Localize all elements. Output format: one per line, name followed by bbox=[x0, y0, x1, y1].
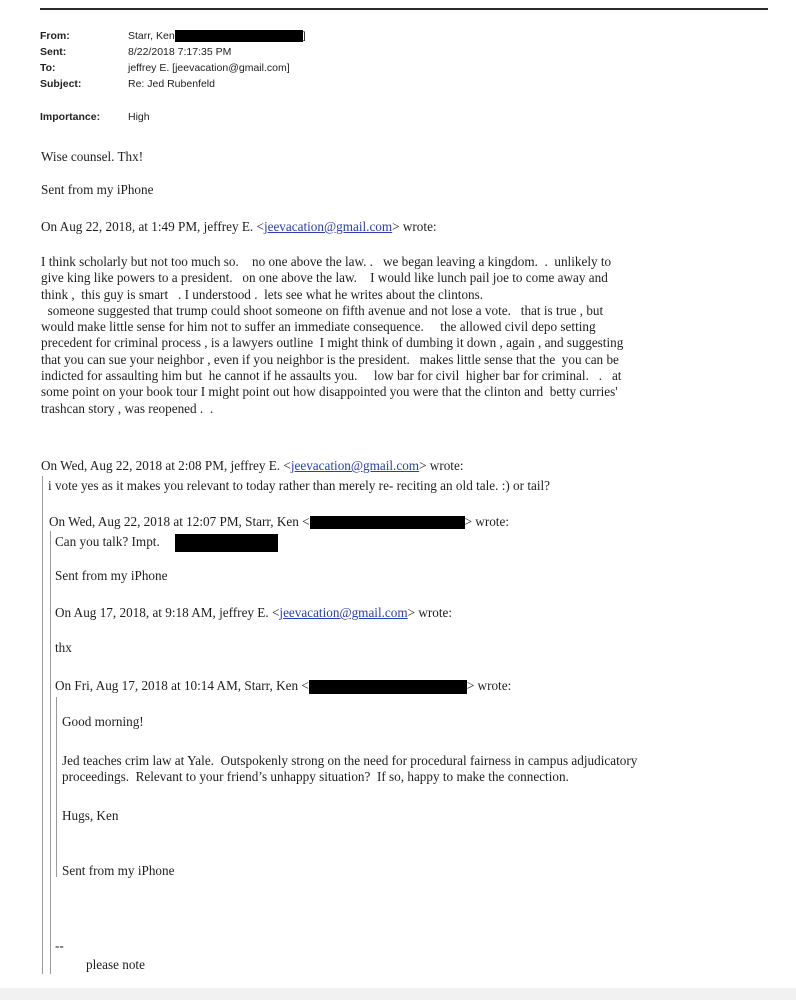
redaction-box bbox=[175, 30, 303, 42]
quote4-body: thx bbox=[55, 640, 72, 655]
email-link[interactable]: jeevacation@gmail.com bbox=[263, 219, 393, 234]
email-link[interactable]: jeevacation@gmail.com bbox=[279, 605, 408, 620]
message-signature: Sent from my iPhone bbox=[41, 182, 154, 197]
quote3-body: Can you talk? Impt. bbox=[55, 534, 278, 552]
from-label: From: bbox=[40, 30, 70, 42]
quote-bar-level3 bbox=[56, 697, 57, 877]
signature-dashes: -- bbox=[55, 938, 64, 953]
subject-label: Subject: bbox=[40, 78, 82, 90]
quote1-attribution: On Aug 22, 2018, at 1:49 PM, jeffrey E. <jeevacation@gmail.com> wrote: bbox=[41, 219, 437, 234]
sent-value: 8/22/2018 7:17:35 PM bbox=[128, 46, 232, 58]
quote5-closing: Hugs, Ken bbox=[62, 808, 119, 823]
importance-value: High bbox=[128, 111, 150, 123]
quote-bar-level2 bbox=[50, 531, 51, 974]
quote5-attribution: On Fri, Aug 17, 2018 at 10:14 AM, Starr, Ken < > wrote: bbox=[55, 678, 512, 693]
quote5-greeting: Good morning! bbox=[62, 714, 144, 729]
quote3-signature: Sent from my iPhone bbox=[55, 568, 168, 583]
to-label: To: bbox=[40, 62, 56, 74]
redaction-box bbox=[309, 680, 467, 694]
quote4-attribution: On Aug 17, 2018, at 9:18 AM, jeffrey E. <jeevacation@gmail.com> wrote: bbox=[55, 605, 453, 620]
email-link[interactable]: jeevacation@gmail.com bbox=[290, 458, 420, 473]
bottom-strip bbox=[0, 988, 796, 1000]
subject-value: Re: Jed Rubenfeld bbox=[128, 78, 215, 90]
quote2-attribution: On Wed, Aug 22, 2018 at 2:08 PM, jeffrey E. <jeevacation@gmail.com> wrote: bbox=[41, 458, 464, 473]
message-body: Wise counsel. Thx! bbox=[41, 149, 144, 164]
from-value: Starr, Ken ] bbox=[128, 30, 306, 42]
top-rule bbox=[40, 8, 768, 10]
redaction-box bbox=[175, 534, 278, 552]
to-value: jeffrey E. [jeevacation@gmail.com] bbox=[128, 62, 290, 74]
quote1-body: I think scholarly but not too much so. no one above the law. . we began leaving a kingdom. . unlikely to give king like powers to a president. on one above the law. I would like lunch pail joe to come away and think , this guy is smart . I understood . lets see what he writes about the clintons. someone suggested that trump could shoot someone on fifth avenue and not lose a vote. that is true , but would make little sense for him not to suffer an immediate consequence. the allowed civil depo setting precedent for criminal process , is a lawyers outline I might think of dumbing it down , again , and suggesting that you can sue your neighbor , even if you neighbor is the president. makes little sense that the you can be indicted for assaulting him but he cannot if he assaults you. low bar for civil higher bar for criminal. . at some point on your book tour I might point out how disappointed you were that the clinton and betty curries' trashcan story , was reopened . . bbox=[41, 254, 624, 416]
quote5-signature: Sent from my iPhone bbox=[62, 863, 175, 878]
quote2-body: i vote yes as it makes you relevant to today rather than merely re- reciting an old tale. :) or tail? bbox=[48, 478, 551, 493]
quote3-attribution: On Wed, Aug 22, 2018 at 12:07 PM, Starr, Ken < > wrote: bbox=[49, 514, 509, 529]
importance-label: Importance: bbox=[40, 111, 101, 123]
quote5-body: Jed teaches crim law at Yale. Outspokenly strong on the need for procedural fairness in campus adjudicatory proceedings. Relevant to your friend’s unhappy situation? If so, happy to make the connection. bbox=[62, 753, 638, 785]
quote-bar-level1 bbox=[42, 476, 43, 974]
sent-label: Sent: bbox=[40, 46, 67, 58]
redaction-box bbox=[310, 516, 465, 529]
footer-note: please note bbox=[86, 957, 145, 972]
